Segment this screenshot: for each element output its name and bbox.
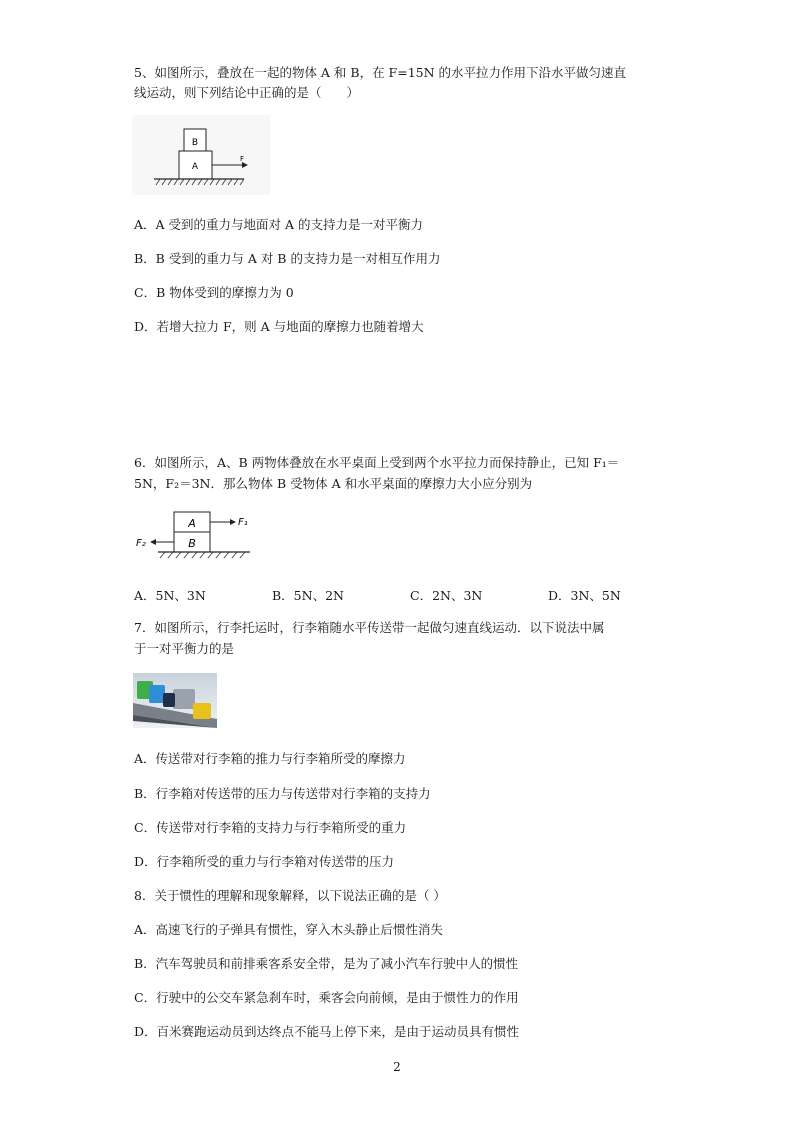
q7-suitcase-gray <box>173 689 195 709</box>
q8-option-c: C．行驶中的公交车紧急刹车时，乘客会向前倾，是由于惯性力的作用 <box>134 990 519 1005</box>
q5-stem-line2: 线运动，则下列结论中正确的是（ ） <box>134 85 360 100</box>
q5-label-f: F <box>240 155 245 163</box>
q6-option-d: D．3N、5N <box>548 588 621 603</box>
q8-option-d: D．百米赛跑运动员到达终点不能马上停下来，是由于运动员具有惯性 <box>134 1024 520 1039</box>
q7-suitcase-blue <box>149 685 165 703</box>
q7-suitcase-yellow <box>193 703 211 719</box>
q5-stem-line1: 5、如图所示，叠放在一起的物体 A 和 B，在 F=15N 的水平拉力作用下沿水平做匀速直 <box>134 65 627 80</box>
q6-label-f2: F₂ <box>136 538 146 549</box>
q6-option-c: C．2N、3N <box>410 588 483 603</box>
q8-option-b: B．汽车驾驶员和前排乘客系安全带，是为了减小汽车行驶中人的惯性 <box>134 956 519 971</box>
q6-label-b: B <box>188 537 196 550</box>
q6-label-a: A <box>188 517 196 530</box>
q5-label-b: B <box>191 138 199 148</box>
q5-option-b: B．B 受到的重力与 A 对 B 的支持力是一对相互作用力 <box>134 251 441 266</box>
q5-label-a: A <box>191 162 199 172</box>
q5-option-d: D．若增大拉力 F，则 A 与地面的摩擦力也随着增大 <box>134 319 424 334</box>
q6-figure-blocks <box>134 508 254 566</box>
q7-option-a: A．传送带对行李箱的推力与行李箱所受的摩擦力 <box>134 751 406 766</box>
q5-option-c: C．B 物体受到的摩擦力为 0 <box>134 285 294 300</box>
q7-suitcase-dark <box>163 693 175 707</box>
q6-label-f1: F₁ <box>238 517 248 528</box>
q8-option-a: A．高速飞行的子弹具有惯性，穿入木头静止后惯性消失 <box>134 922 444 937</box>
q7-luggage-conveyor-photo <box>133 673 217 728</box>
q7-option-d: D．行李箱所受的重力与行李箱对传送带的压力 <box>134 854 395 869</box>
q5-figure-blocks <box>132 115 270 195</box>
q7-option-c: C．传送带对行李箱的支持力与行李箱所受的重力 <box>134 820 407 835</box>
q6-stem-line1: 6．如图所示，A、B 两物体叠放在水平桌面上受到两个水平拉力而保持静止，已知 F₁＝ <box>134 455 620 470</box>
q7-stem-line1: 7．如图所示，行李托运时，行李箱随水平传送带一起做匀速直线运动．以下说法中属 <box>134 620 605 635</box>
q6-stem-line2: 5N，F₂＝3N．那么物体 B 受物体 A 和水平桌面的摩擦力大小应分别为 <box>134 476 533 491</box>
q6-option-a: A．5N、3N <box>134 588 206 603</box>
q5-option-a: A．A 受到的重力与地面对 A 的支持力是一对平衡力 <box>134 217 424 232</box>
q7-stem-line2: 于一对平衡力的是 <box>134 641 235 656</box>
q8-stem: 8．关于惯性的理解和现象解释，以下说法正确的是（ ） <box>134 888 446 903</box>
q7-option-b: B．行李箱对传送带的压力与传送带对行李箱的支持力 <box>134 786 431 801</box>
page-number: 2 <box>393 1060 401 1074</box>
q6-option-b: B．5N、2N <box>272 588 344 603</box>
